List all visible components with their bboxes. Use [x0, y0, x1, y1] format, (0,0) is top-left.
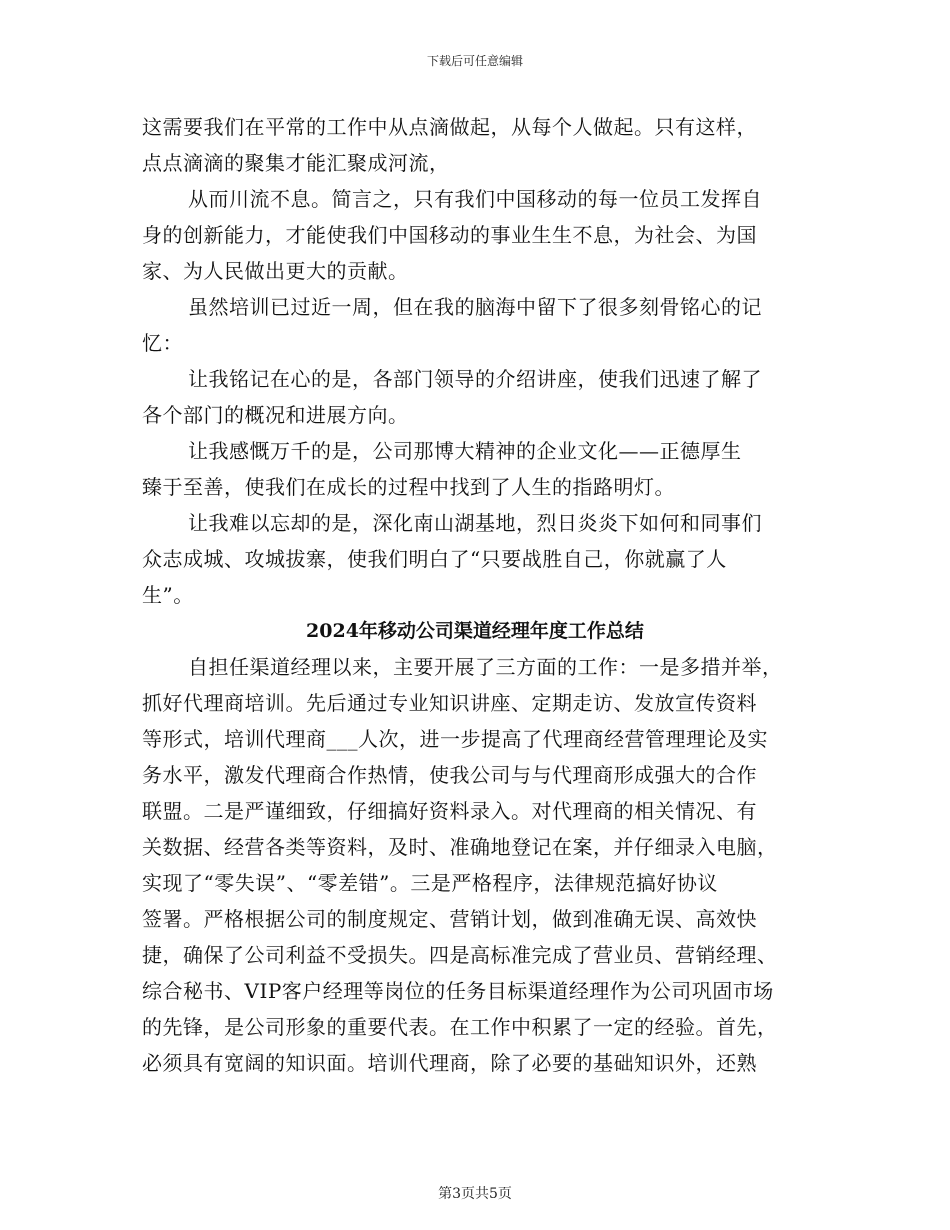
page-footer: 第3页共5页: [438, 1186, 512, 1202]
text-line: 关数据、经营各类等资料，及时、准确地登记在案，并仔细录入电脑，: [142, 835, 778, 859]
page-header: 下载后可任意编辑: [426, 54, 523, 68]
text-line: 家、为人民做出更大的贡献。: [142, 259, 409, 283]
text-line: 实现了“零失误”、“零差错”。三是严格程序，法律规范搞好协议: [142, 871, 718, 895]
text-line: 抓好代理商培训。先后通过专业知识讲座、定期走访、发放宣传资料: [142, 691, 757, 715]
text-line: 身的创新能力，才能使我们中国移动的事业生生不息，为社会、为国: [142, 223, 757, 247]
text-line: 等形式，培训代理商___人次，进一步提高了代理商经营管理理论及实: [142, 727, 768, 751]
text-line: 让我难以忘却的是，深化南山湖基地，烈日炎炎下如何和同事们: [188, 511, 762, 535]
text-line: 从而川流不息。简言之，只有我们中国移动的每一位员工发挥自: [188, 187, 762, 211]
text-line: 让我感慨万千的是，公司那博大精神的企业文化——正德厚生: [188, 439, 742, 463]
text-line: 务水平，激发代理商合作热情，使我公司与与代理商形成强大的合作: [142, 763, 757, 787]
text-line: 让我铭记在心的是，各部门领导的介绍讲座，使我们迅速了解了: [188, 367, 762, 391]
text-line: 联盟。二是严谨细致，仔细搞好资料录入。对代理商的相关情况、有: [142, 799, 757, 823]
text-line: 的先锋，是公司形象的重要代表。在工作中积累了一定的经验。首先，: [142, 1015, 778, 1039]
text-line: 忆：: [142, 331, 183, 355]
text-line: 众志成城、攻城拔寨，使我们明白了“只要战胜自己，你就赢了人: [142, 547, 727, 571]
text-line: 综合秘书、VIP客户经理等岗位的任务目标渠道经理作为公司巩固市场: [142, 979, 774, 1003]
text-line: 点点滴滴的聚集才能汇聚成河流，: [142, 151, 450, 175]
text-line: 臻于至善，使我们在成长的过程中找到了人生的指路明灯。: [142, 475, 675, 499]
text-line: 捷，确保了公司利益不受损失。四是高标准完成了营业员、营销经理、: [142, 943, 778, 967]
text-line: 必须具有宽阔的知识面。培训代理商，除了必要的基础知识外，还熟: [142, 1051, 757, 1075]
text-line: 签署。严格根据公司的制度规定、营销计划，做到准确无误、高效快: [142, 907, 757, 931]
text-line: 自担任渠道经理以来，主要开展了三方面的工作：一是多措并举，: [188, 655, 783, 679]
text-line: 各个部门的概况和进展方向。: [142, 403, 409, 427]
text-line: 虽然培训已过近一周，但在我的脑海中留下了很多刻骨铭心的记: [188, 295, 762, 319]
section-title: 2024年移动公司渠道经理年度工作总结: [306, 620, 644, 642]
text-line: 这需要我们在平常的工作中从点滴做起，从每个人做起。只有这样，: [142, 115, 757, 139]
text-line: 生”。: [142, 583, 194, 607]
